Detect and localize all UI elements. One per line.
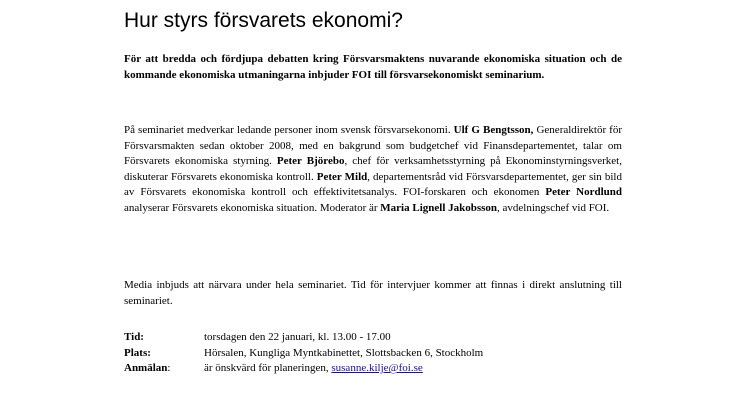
text: , avdelningschef vid FOI. (497, 201, 610, 214)
time-value: torsdagen den 22 januari, kl. 13.00 - 17.00 (204, 331, 391, 343)
place-label: Plats: (124, 346, 151, 359)
signup-label: Anmälan (124, 362, 168, 375)
time-label: Tid: (124, 331, 144, 343)
signup-row (124, 361, 622, 377)
text: Generaldirektör för Försvarsmakten sedan oktober 2008, med en bakgrund som budgetchef vid Finansdepartementet, talar om Försvarets ekonomiska styrning. (124, 124, 622, 168)
place-row (124, 346, 622, 362)
moderator-name: Maria Lignell Jakobsson (380, 201, 498, 214)
text: analyserar Försvarets ekonomiska situation. Moderator är (124, 201, 381, 214)
event-info (124, 330, 622, 377)
signup-text: är önskvärd för planeringen, (204, 362, 332, 375)
text: , chef för verksamhetsstyrning på Ekonominstyrningsverket, diskuterar Försvarets ekonomiska kontroll. (124, 155, 622, 183)
signup-email-link[interactable]: susanne.kilje@foi.se (331, 362, 423, 375)
signup-value (204, 361, 622, 377)
signup-label-wrap (124, 361, 204, 377)
speaker-name: Peter Mild (316, 170, 368, 183)
document-title: Hur styrs försvarets ekonomi? (124, 9, 403, 32)
text: På seminariet medverkar ledande personer inom svensk försvarsekonomi. (124, 124, 454, 136)
place-value: Hörsalen, Kungliga Myntkabinettet, Slottsbacken 6, Stockholm (204, 346, 484, 359)
text: , departementsråd vid Försvarsdepartementet, ger sin bild av Försvarets ekonomiska kontroll och effektivitetsanalys. FOI-forskaren och ekonomen (124, 170, 622, 199)
speakers-paragraph (124, 123, 622, 217)
lead-paragraph: För att bredda och fördjupa debatten kring Försvarsmaktens nuvarande ekonomiska situation och de kommande ekonomiska utmaningarna inbjuder FOI till försvarsekonomiskt seminarium. (124, 53, 622, 81)
time-row (124, 330, 622, 346)
speaker-name: Peter Björebo (276, 155, 345, 168)
signup-colon: : (167, 362, 171, 375)
speaker-name: Ulf G Bengtsson, (453, 124, 534, 136)
speaker-name: Peter Nordlund (545, 186, 622, 199)
media-paragraph: Media inbjuds att närvara under hela seminariet. Tid för intervjuer kommer att finnas i direkt anslutning till seminariet. (124, 279, 622, 307)
